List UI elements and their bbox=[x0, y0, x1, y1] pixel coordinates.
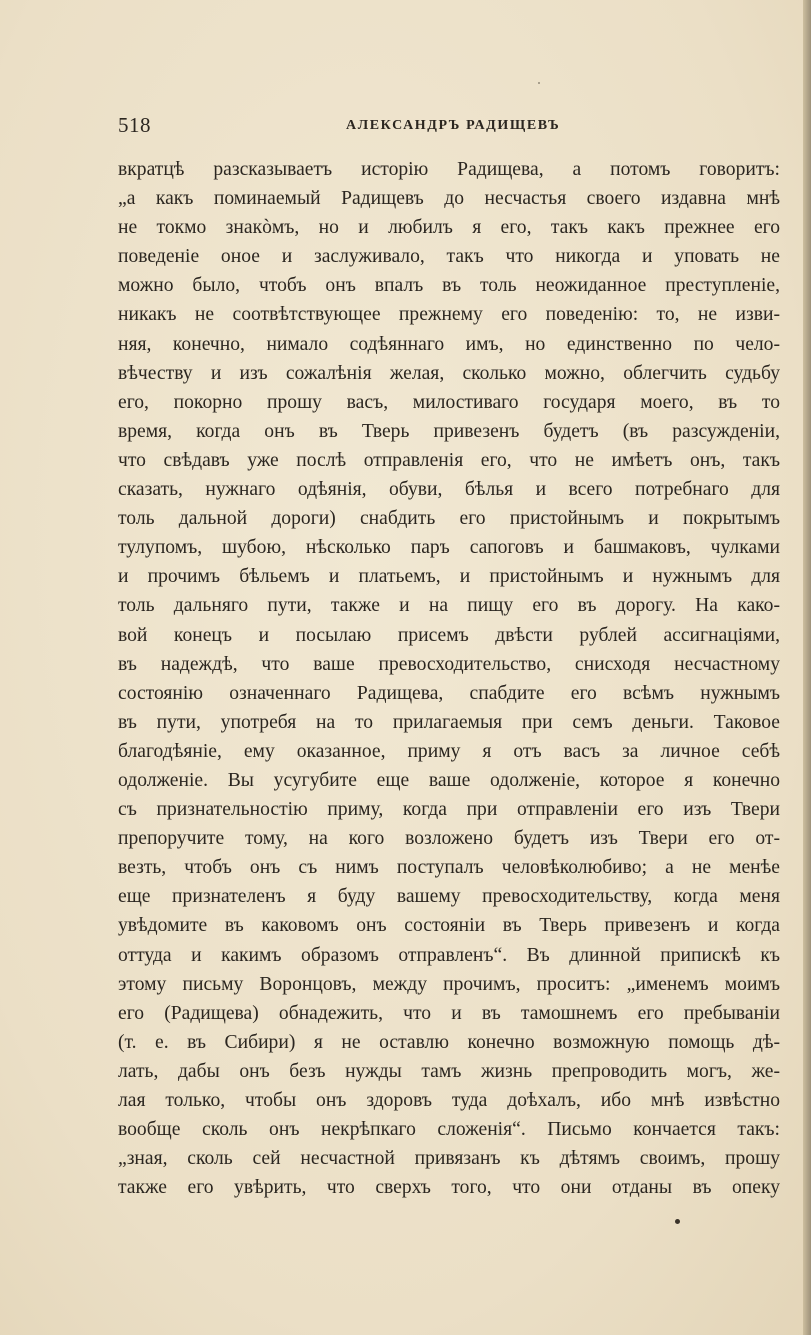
text-line: (т. е. въ Сибири) я не оставлю конечно возможную помощь дѣ- bbox=[118, 1031, 780, 1053]
text-line: толь дальной дороги) снабдить его пристойнымъ и покрытымъ bbox=[118, 508, 780, 530]
text-line: вообще сколь онъ некрѣпкаго сложенія“. Письмо кончается такъ: bbox=[118, 1119, 780, 1141]
text-line: благодѣяніе, ему оказанное, приму я отъ васъ за личное себѣ bbox=[118, 740, 780, 762]
text-line: можно было, чтобъ онъ впалъ въ толь неожиданное преступленіе, bbox=[118, 275, 780, 297]
text-line: состоянію означеннаго Радищева, спабдите его всѣмъ нужнымъ bbox=[118, 682, 780, 704]
text-line: поведеніе оное и заслуживало, такъ что никогда и уповать не bbox=[118, 246, 780, 268]
text-line: „а какъ поминаемый Радищевъ до несчастья своего издавна мнѣ bbox=[118, 188, 780, 210]
text-line: няя, конечно, нимало содѣяннаго имъ, но единственно по чело- bbox=[118, 333, 780, 355]
text-line: тулупомъ, шубою, нѣсколько паръ сапоговъ и башмаковъ, чулками bbox=[118, 537, 780, 559]
body-text bbox=[118, 155, 780, 1202]
text-line: препоручите тому, на кого возложено будетъ изъ Твери его от- bbox=[118, 828, 780, 850]
text-line: оттуда и какимъ образомъ отправленъ“. Въ длинной припискѣ къ bbox=[118, 944, 780, 966]
text-line: лать, дабы онъ безъ нужды тамъ жизнь препроводить могъ, же- bbox=[118, 1060, 780, 1082]
text-line: увѣдомите въ каковомъ онъ состояніи въ Тверь привезенъ и когда bbox=[118, 915, 780, 937]
text-line: этому письму Воронцовъ, между прочимъ, проситъ: „именемъ моимъ bbox=[118, 973, 780, 995]
page-number: 518 bbox=[118, 113, 151, 137]
ink-speck bbox=[675, 1219, 680, 1224]
text-line: вкратцѣ разсказываетъ исторію Радищева, а потомъ говоритъ: bbox=[118, 159, 780, 180]
text-line: съ признательностію приму, когда при отправленіи его изъ Твери bbox=[118, 799, 780, 821]
text-line: везть, чтобъ онъ съ нимъ поступалъ человѣколюбиво; а не менѣе bbox=[118, 857, 780, 879]
page-edge bbox=[803, 0, 811, 1335]
text-line: одолженіе. Вы усугубите еще ваше одолженіе, которое я конечно bbox=[118, 769, 780, 791]
text-line: „зная, сколь сей несчастной привязанъ къ дѣтямъ своимъ, прошу bbox=[118, 1148, 780, 1170]
text-line: также его увѣрить, что сверхъ того, что они отданы въ опеку bbox=[118, 1177, 780, 1199]
text-line: его (Радищева) обнадежить, что и въ тамошнемъ его пребываніи bbox=[118, 1002, 780, 1024]
text-line: его, покорно прошу васъ, милостиваго государя моего, въ то bbox=[118, 391, 780, 413]
text-line: вой конецъ и посылаю присемъ двѣсти рублей ассигнаціями, bbox=[118, 624, 780, 646]
text-line: никакъ не соотвѣтствующее прежнему его поведенію: то, не изви- bbox=[118, 304, 780, 326]
running-title: АЛЕКСАНДРЪ РАДИЩЕВЪ bbox=[346, 118, 561, 133]
text-line: и прочимъ бѣльемъ и платьемъ, и пристойнымъ и нужнымъ для bbox=[118, 566, 780, 588]
text-line: время, когда онъ въ Тверь привезенъ будетъ (въ разсужденіи, bbox=[118, 420, 780, 442]
page-header bbox=[118, 113, 778, 139]
text-line: толь дальняго пути, также и на пищу его въ дорогу. На како- bbox=[118, 595, 780, 617]
text-line: что свѣдавъ уже послѣ отправленія его, что не имѣетъ онъ, такъ bbox=[118, 449, 780, 471]
text-line: въ надеждѣ, что ваше превосходительство, снисходя несчастному bbox=[118, 653, 780, 675]
text-line: лая только, чтобы онъ здоровъ туда доѣхалъ, ибо мнѣ извѣстно bbox=[118, 1090, 780, 1111]
text-line: въ пути, употребя на то прилагаемыя при семъ деньги. Таковое bbox=[118, 711, 780, 733]
ink-speck bbox=[538, 82, 540, 84]
text-line: вѣчеству и изъ сожалѣнія желая, сколько можно, облегчить судьбу bbox=[118, 362, 780, 384]
text-line: не токмо знакòмъ, но и любилъ я его, такъ какъ прежнее его bbox=[118, 217, 780, 239]
text-line: еще признателенъ я буду вашему превосходительству, когда меня bbox=[118, 886, 780, 908]
text-line: сказать, нужнаго одѣянія, обуви, бѣлья и всего потребнаго для bbox=[118, 479, 780, 501]
